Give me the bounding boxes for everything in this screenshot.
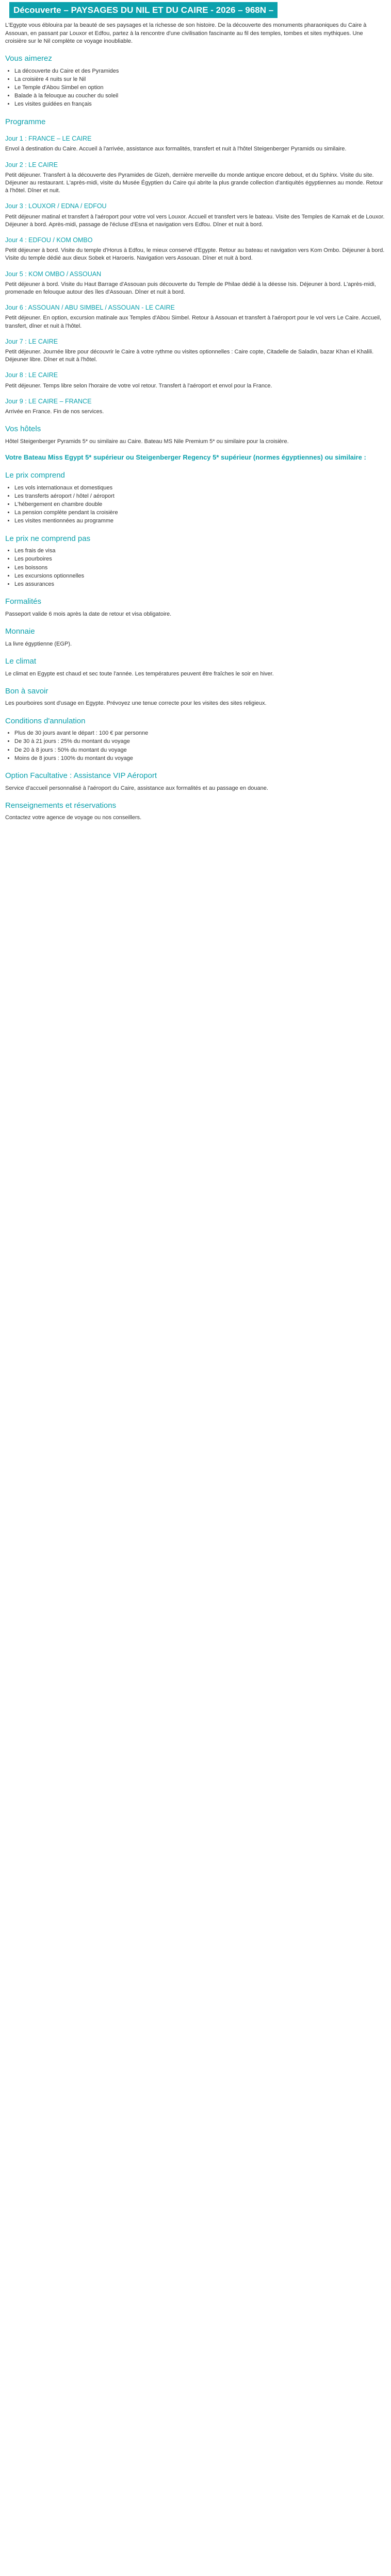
included-list (5, 484, 386, 526)
hotels-title: Vos hôtels (5, 425, 41, 434)
page-banner: Découverte – PAYSAGES DU NIL ET DU CAIRE - 2026 – 968N – (9, 2, 278, 18)
excluded-list (5, 547, 386, 588)
list-item: • La pension complète pendant la croisière (14, 509, 386, 517)
day-text: Petit déjeuner. Transfert à la découverte des Pyramides de Gizeh, dernière merveille du monde antique encore debout, et du Sphinx. Visite du site. Déjeuner au restaurant. L'après-midi, visite du Musée Égyptien du Caire qui abrite la plus grande collection d'antiquités égyptiennes au monde. Retour à l'hôtel. Dîner et nuit. (5, 172, 383, 194)
list-item: • Les visites mentionnées au programme (14, 517, 386, 525)
day-title: Jour 8 : LE CAIRE (5, 371, 58, 379)
day-title: Jour 4 : EDFOU / KOM OMBO (5, 236, 93, 244)
included-title: Le prix comprend (5, 471, 65, 480)
day-text: Petit déjeuner. En option, excursion matinale aux Temples d'Abou Simbel. Retour à Assouan et transfert à l'aéroport pour le vol vers Le Caire. Accueil, transfert, dîner et nuit à l'hôtel. (5, 315, 382, 329)
contact-text: Contactez votre agence de voyage ou nos conseillers. (5, 815, 142, 821)
list-item: • Les transferts aéroport / hôtel / aéroport (14, 493, 386, 500)
day-title: Jour 3 : LOUXOR / EDNA / EDFOU (5, 202, 107, 210)
day-text: Petit déjeuner. Temps libre selon l'horaire de votre vol retour. Transfert à l'aéroport et envol pour la France. (5, 382, 272, 389)
list-item: • Les visites guidées en français (14, 100, 386, 108)
currency-title: Monnaie (5, 626, 35, 636)
insurance-text: Service d'accueil personnalisé à l'aéroport du Caire, assistance aux formalités et au passage en douane. (5, 785, 268, 791)
list-item: • Moins de 8 jours : 100% du montant du voyage (14, 755, 386, 762)
day-8 (5, 371, 386, 389)
day-title: Jour 6 : ASSOUAN / ABU SIMBEL / ASSOUAN - LE CAIRE (5, 304, 175, 312)
day-text: Petit déjeuner à bord. Visite du Haut Barrage d'Assouan puis découverte du Temple de Philae dédié à la déesse Isis. Déjeuner à bord. L'après-midi, promenade en felouque autour des îles d'Assouan. Dîner et nuit à bord. (5, 281, 376, 295)
day-title: Jour 9 : LE CAIRE – FRANCE (5, 397, 92, 405)
list-item: • Les vols internationaux et domestiques (14, 484, 386, 492)
day-title: Jour 5 : KOM OMBO / ASSOUAN (5, 270, 102, 278)
list-item: • Les assurances (14, 581, 386, 588)
list-item: • L'hébergement en chambre double (14, 501, 386, 509)
conditions-title: Conditions d'annulation (5, 716, 86, 725)
list-item: • De 20 à 8 jours : 50% du montant du voyage (14, 747, 386, 754)
day-6 (5, 303, 386, 330)
currency-text: La livre égyptienne (EGP). (5, 640, 72, 647)
program-title: Programme (5, 117, 46, 126)
day-1 (5, 134, 386, 153)
list-item: • La croisière 4 nuits sur le Nil (14, 76, 386, 83)
day-text: Envol à destination du Caire. Accueil à l'arrivée, assistance aux formalités, transfert et nuit à l'hôtel Steigenberger Pyramids ou similaire. (5, 146, 347, 152)
formalities-title: Formalités (5, 597, 42, 606)
insurance-title: Option Facultative : Assistance VIP Aéroport (5, 771, 157, 780)
list-item: • Plus de 30 jours avant le départ : 100 € par personne (14, 730, 386, 737)
day-7 (5, 337, 386, 364)
day-3 (5, 202, 386, 229)
day-text: Petit déjeuner matinal et transfert à l'aéroport pour votre vol vers Louxor. Accueil et transfert vers le bateau. Visite des Temples de Karnak et de Louxor. Déjeuner à bord. Après-midi, passage de l'écluse d'Esna et navigation vers Edfou. Dîner et nuit à bord. (5, 213, 385, 228)
list-item: • De 30 à 21 jours : 25% du montant du voyage (14, 738, 386, 745)
day-title: Jour 7 : LE CAIRE (5, 337, 58, 345)
day-4 (5, 236, 386, 263)
good-to-know-title: Bon à savoir (5, 686, 48, 696)
list-item: • Les excursions optionnelles (14, 572, 386, 580)
contact-title: Renseignements et réservations (5, 801, 117, 810)
list-item: • Balade à la felouque au coucher du soleil (14, 92, 386, 100)
day-9 (5, 397, 386, 416)
day-title: Jour 1 : FRANCE – LE CAIRE (5, 135, 92, 143)
climate-text: Le climat en Egypte est chaud et sec toute l'année. Les températures peuvent être fraîches le soir en hiver. (5, 670, 274, 677)
hotels-text: Hôtel Steigenberger Pyramids 5* ou similaire au Caire. Bateau MS Nile Premium 5* ou similaire pour la croisière. (5, 438, 289, 445)
list-item: • Les pourboires (14, 555, 386, 563)
day-text: Petit déjeuner à bord. Visite du temple d'Horus à Edfou, le mieux conservé d'Egypte. Retour au bateau et navigation vers Kom Ombo. Déjeuner à bord. Visite du temple dédié aux dieux Sobek et Haroeris. Navigation vers Assouan. Dîner et nuit à bord. (5, 247, 385, 262)
excluded-title: Le prix ne comprend pas (5, 534, 91, 543)
formalities-text: Passeport valide 6 mois après la date de retour et visa obligatoire. (5, 611, 172, 617)
intro-text: L'Egypte vous éblouira par la beauté de ses paysages et la richesse de son histoire. De la découverte des monuments pharaoniques du Caire à Assouan, en passant par Louxor et Edfou, partez à la rencontre d'une civilisation fascinante au fil des temples, tombes et sites mythiques. Une croisière sur le Nil complète ce voyage inoubliable. (5, 22, 367, 44)
day-title: Jour 2 : LE CAIRE (5, 161, 58, 168)
banner-wrap (5, 0, 386, 22)
list-item: • Les frais de visa (14, 547, 386, 555)
page (0, 0, 391, 822)
day-text: Arrivée en France. Fin de nos services. (5, 409, 104, 415)
list-item: • La découverte du Caire et des Pyramides (14, 67, 386, 75)
list-item: • Les boissons (14, 564, 386, 572)
list-item: • Le Temple d'Abou Simbel en option (14, 84, 386, 92)
highlights-list (5, 67, 386, 109)
day-2 (5, 161, 386, 195)
conditions-list (5, 730, 386, 762)
highlights-title: Vous aimerez (5, 54, 52, 63)
climate-title: Le climat (5, 656, 37, 666)
hotel-note: Votre Bateau Miss Egypt 5* supérieur ou Steigenberger Regency 5* supérieur (normes égyptiennes) ou similaire : (5, 453, 366, 462)
day-text: Petit déjeuner. Journée libre pour découvrir le Caire à votre rythme ou visites optionnelles : Caire copte, Citadelle de Saladin, bazar Khan el Khalili. Déjeuner libre. Dîner et nuit à l'hôtel. (5, 349, 374, 363)
day-5 (5, 270, 386, 297)
good-to-know-text: Les pourboires sont d'usage en Egypte. Prévoyez une tenue correcte pour les visites des sites religieux. (5, 700, 267, 707)
